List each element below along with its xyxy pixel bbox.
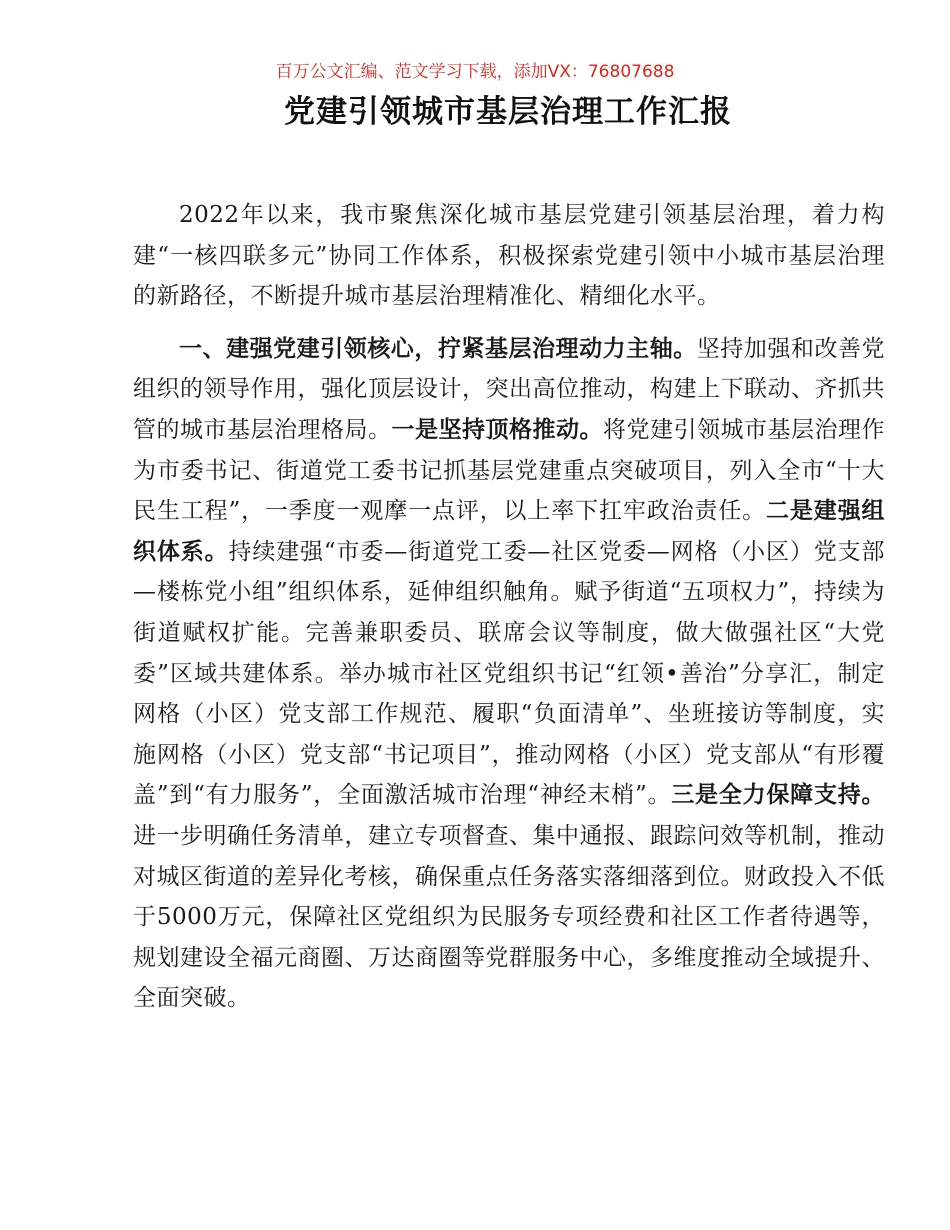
- section-1-heading: 一、建强党建引领核心，拧紧基层治理动力主轴。: [179, 335, 697, 362]
- point-3-heading: 三是全力保障支持。: [671, 782, 885, 809]
- document-title: 党建引领城市基层治理工作汇报: [284, 94, 732, 130]
- point-1-heading: 一是坚持顶格推动。: [391, 416, 603, 443]
- document-body: [133, 195, 885, 1019]
- section-1-text: 坚持加强和改善党组织的领导作用，强化顶层设计，突出高位推动，构建上下联动、齐抓共管的城市基层治理格局。: [133, 335, 886, 443]
- point-1-text: 将党建引领城市基层治理作为市委书记、街道党工委书记抓基层党建重点突破项目，列入全市“十大民生工程”，一季度一观摩一点评，以上率下扛牢政治责任。: [133, 416, 885, 525]
- point-2-text: 持续建强“市委—街道党工委—社区党委—网格（小区）党支部—楼栋党小组”组织体系，延伸组织触角。赋予街道“五项权力”，持续为街道赋权扩能。完善兼职委员、联席会议等制度，做大做强社区“大党委”区域共建体系。举办城市社区党组织书记“红领•善治”分享汇，制定网格（小区）党支部工作规范、履职“负面清单”、坐班接访等制度，实施网格（小区）党支部“书记项目”，推动网格（小区）党支部从“有形覆盖”到“有力服务”，全面激活城市治理“神经末梢”。: [133, 538, 885, 809]
- watermark-banner: 百万公文汇编、范文学习下载，添加VX：76807688: [275, 62, 675, 82]
- section-1-paragraph: [133, 329, 885, 1019]
- point-2-heading: 二是建强组织体系。: [133, 498, 885, 565]
- intro-paragraph: 2022年以来，我市聚焦深化城市基层党建引领基层治理，着力构建“一核四联多元”协同工作体系，积极探索党建引领中小城市基层治理的新路径，不断提升城市基层治理精准化、精细化水平。: [133, 202, 885, 310]
- point-3-text: 进一步明确任务清单，建立专项督查、集中通报、跟踪问效等机制，推动对城区街道的差异化考核，确保重点任务落实落细落到位。财政投入不低于5000万元，保障社区党组织为民服务专项经费和社区工作者待遇等，规划建设全福元商圈、万达商圈等党群服务中心，多维度推动全域提升、全面突破。: [133, 822, 885, 1012]
